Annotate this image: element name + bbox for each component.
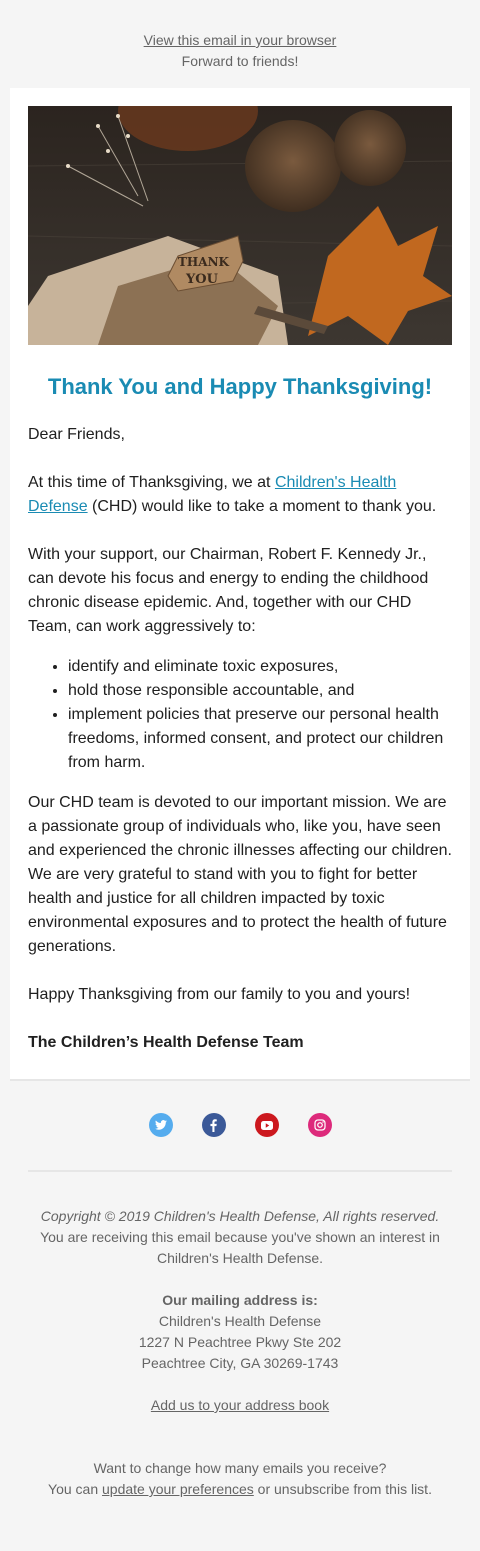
- org-name: Children's Health Defense: [158, 1313, 322, 1329]
- email-card: [10, 88, 470, 1081]
- preheader: [0, 0, 480, 88]
- instagram-icon[interactable]: [308, 1113, 332, 1137]
- footer: [0, 1113, 480, 1500]
- city-address: Peachtree City, GA 30269-1743: [141, 1355, 339, 1371]
- update-preferences-link[interactable]: update your preferences: [102, 1481, 254, 1497]
- preferences-block: Want to change how many emails you receive? You can update your preferences or unsubscribe from this list.: [0, 1458, 480, 1500]
- signature: The Children’s Health Defense Team: [28, 1034, 304, 1051]
- footer-copyright-block: [0, 1206, 480, 1269]
- hero-tag-line2: YOU: [186, 272, 218, 287]
- mailing-heading: Our mailing address is:: [162, 1292, 318, 1308]
- youtube-icon[interactable]: [255, 1113, 279, 1137]
- email-title: Thank You and Happy Thanksgiving!: [47, 374, 433, 399]
- view-in-browser-link[interactable]: View this email in your browser: [143, 32, 337, 48]
- street-address: 1227 N Peachtree Pkwy Ste 202: [138, 1334, 342, 1350]
- goals-list: [28, 655, 452, 775]
- hero-image: [28, 106, 452, 345]
- paragraph-4: Happy Thanksgiving from our family to you and yours!: [28, 986, 411, 1003]
- social-links: [0, 1113, 480, 1137]
- twitter-icon[interactable]: [149, 1113, 173, 1137]
- paragraph-1: At this time of Thanksgiving, we at Children's Health Defense (CHD) would like to take a moment to thank you.: [28, 474, 437, 515]
- list-item: • hold those responsible accountable, and: [68, 679, 452, 703]
- change-question: Want to change how many emails you receive?: [93, 1460, 387, 1476]
- facebook-icon[interactable]: [202, 1113, 226, 1137]
- forward-text: Forward to friends!: [181, 53, 299, 69]
- paragraph-2: With your support, our Chairman, Robert F. Kennedy Jr., can devote his focus and energy to ending the childhood chronic disease epidemic. And, together with our CHD Team, can work aggressively to:: [28, 546, 429, 635]
- hero-tag-line1: THANK: [178, 255, 229, 269]
- reason-text: You are receiving this email because you've shown an interest in Children's Health Defense.: [40, 1229, 440, 1266]
- chd-link[interactable]: Children's Health Defense: [28, 474, 397, 515]
- footer-divider: [28, 1170, 452, 1172]
- mailing-address: [0, 1290, 480, 1374]
- address-book-link[interactable]: Add us to your address book: [150, 1397, 330, 1413]
- greeting: Dear Friends,: [28, 426, 125, 443]
- copyright-text: Copyright © 2019 Children's Health Defense, All rights reserved.: [40, 1208, 440, 1224]
- list-item: • implement policies that preserve our personal health freedoms, informed consent, and protect our children from harm.: [68, 703, 452, 775]
- list-item: • identify and eliminate toxic exposures,: [68, 655, 452, 679]
- paragraph-3: Our CHD team is devoted to our important mission. We are a passionate group of individuals who, like you, have seen and experienced the chronic illnesses affecting our children. We are very grateful to stand with you to fight for better health and justice for all children impacted by toxic environmental exposures and to protect the health of future generations.: [28, 794, 452, 955]
